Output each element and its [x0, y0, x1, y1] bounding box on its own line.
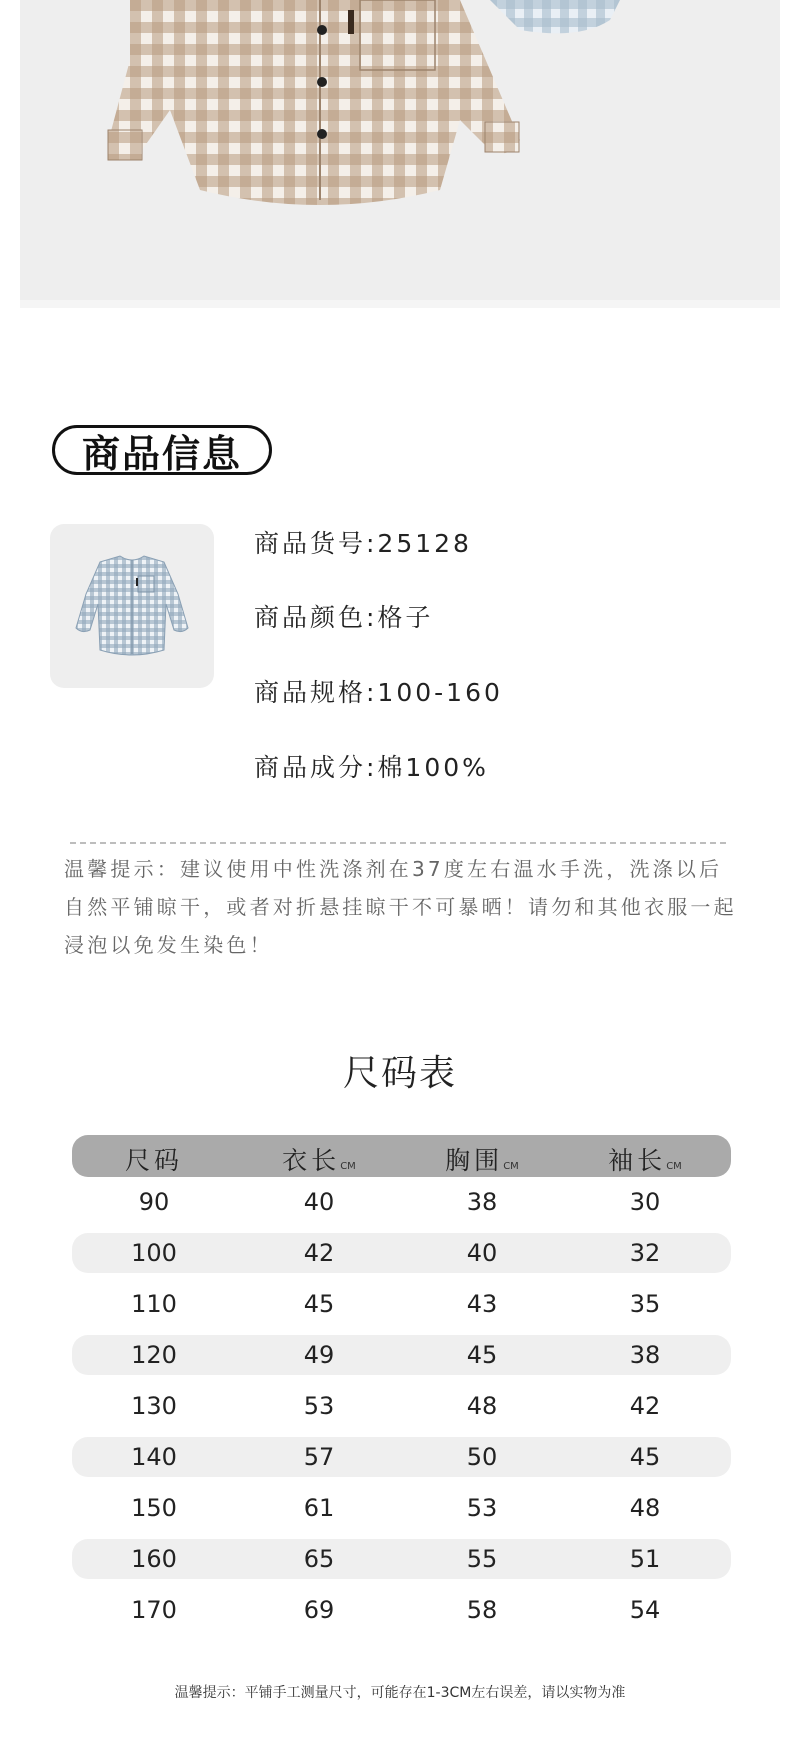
table-cell: 150 — [131, 1494, 177, 1522]
table-cell: 170 — [131, 1596, 177, 1624]
product-item-number: 商品货号:25128 — [254, 529, 472, 558]
table-cell: 69 — [303, 1596, 335, 1624]
table-cell: 61 — [303, 1494, 335, 1522]
hero-bottom-edge — [20, 300, 780, 308]
table-cell: 130 — [131, 1392, 177, 1420]
blue-gingham-shirt-image — [50, 524, 214, 688]
table-cell: 38 — [629, 1341, 661, 1369]
table-cell: 100 — [131, 1239, 177, 1267]
table-cell: 90 — [138, 1188, 170, 1216]
table-cell: 53 — [466, 1494, 498, 1522]
table-cell: 51 — [629, 1545, 661, 1573]
care-tip: 温馨提示：建议使用中性洗涤剂在37度左右温水手洗，洗涤以后自然平铺晾干，或者对折悬挂晾干不可暴晒！请勿和其他衣服一起浸泡以免发生染色！ — [64, 857, 737, 957]
tan-gingham-shirt-image — [20, 0, 780, 300]
divider — [70, 842, 726, 844]
header-size: 尺码 — [124, 1146, 183, 1175]
hero-product-image — [20, 0, 780, 300]
size-chart-title: 尺码表 — [342, 1053, 457, 1094]
table-cell: 49 — [303, 1341, 335, 1369]
table-cell: 43 — [466, 1290, 498, 1318]
product-thumbnail — [50, 524, 214, 688]
product-spec: 商品规格:100-160 — [254, 678, 503, 707]
table-cell: 42 — [303, 1239, 335, 1267]
table-cell: 45 — [466, 1341, 498, 1369]
table-cell: 54 — [629, 1596, 661, 1624]
table-cell: 57 — [303, 1443, 335, 1471]
section-title-product-info: 商品信息 — [52, 425, 272, 475]
table-cell: 53 — [303, 1392, 335, 1420]
table-cell: 48 — [629, 1494, 661, 1522]
header-length: 衣长CM — [282, 1146, 356, 1175]
measurement-note: 温馨提示：平铺手工测量尺寸，可能存在1-3CM左右误差，请以实物为准 — [174, 1685, 626, 1701]
table-cell: 35 — [629, 1290, 661, 1318]
header-chest: 胸围CM — [445, 1146, 519, 1175]
table-cell: 32 — [629, 1239, 661, 1267]
table-cell: 40 — [466, 1239, 498, 1267]
table-cell: 55 — [466, 1545, 498, 1573]
table-cell: 160 — [131, 1545, 177, 1573]
table-cell: 38 — [466, 1188, 498, 1216]
table-cell: 48 — [466, 1392, 498, 1420]
table-cell: 40 — [303, 1188, 335, 1216]
table-cell: 30 — [629, 1188, 661, 1216]
header-sleeve: 袖长CM — [608, 1146, 682, 1175]
product-color: 商品颜色:格子 — [254, 603, 434, 632]
table-cell: 58 — [466, 1596, 498, 1624]
table-cell: 45 — [629, 1443, 661, 1471]
table-cell: 45 — [303, 1290, 335, 1318]
table-cell: 50 — [466, 1443, 498, 1471]
table-cell: 140 — [131, 1443, 177, 1471]
table-cell: 65 — [303, 1545, 335, 1573]
table-cell: 110 — [131, 1290, 177, 1318]
table-cell: 42 — [629, 1392, 661, 1420]
table-cell: 120 — [131, 1341, 177, 1369]
product-material: 商品成分:棉100% — [254, 753, 489, 782]
